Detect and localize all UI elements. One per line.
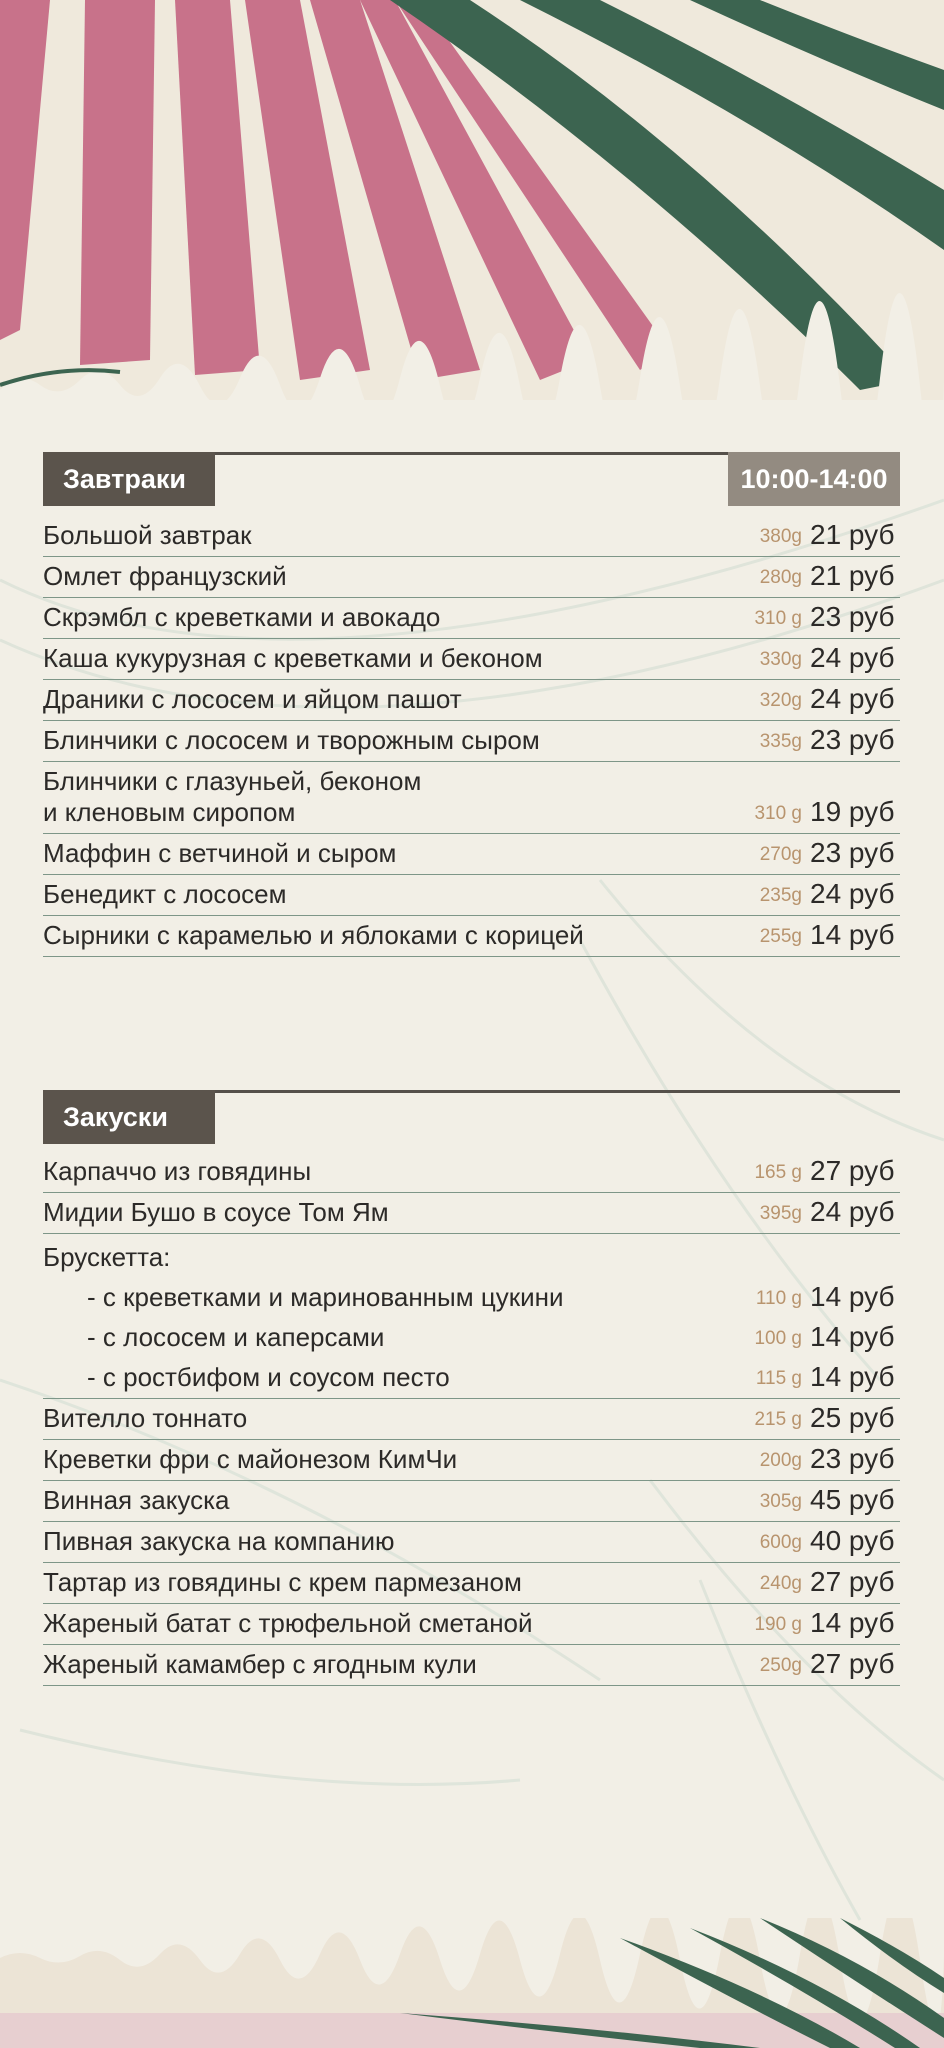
item-weight: 200g: [759, 1450, 802, 1471]
item-price: 24 руб: [810, 683, 895, 714]
item-weight: 395g: [759, 1203, 802, 1224]
item-weight: 115 g: [755, 1368, 802, 1389]
decorative-header-artwork: [0, 0, 944, 400]
item-weight: 380g: [759, 526, 802, 547]
menu-item: [43, 1522, 900, 1563]
item-price: 24 руб: [810, 1196, 895, 1227]
item-weight: 305g: [759, 1491, 802, 1512]
item-price: 14 руб: [810, 1321, 895, 1352]
item-name: - с ростбифом и соусом песто: [87, 1362, 450, 1392]
menu-item: [43, 762, 900, 834]
item-weight: 215 g: [754, 1409, 802, 1430]
item-name: Драники с лососем и яйцом пашот: [43, 684, 462, 714]
menu-item: [43, 834, 900, 875]
item-weight: 310 g: [754, 803, 802, 824]
item-name: Жареный камамбер с ягодным кули: [43, 1649, 477, 1679]
snacks-title: Закуски: [43, 1090, 215, 1144]
item-weight: 190 g: [754, 1614, 802, 1635]
item-name: Сырники с карамелью и яблоками с корицей: [43, 920, 584, 950]
item-price: 19 руб: [810, 796, 895, 827]
breakfast-title: Завтраки: [43, 452, 215, 506]
item-name: Вителло тоннато: [43, 1403, 248, 1433]
snacks-header: [43, 1090, 900, 1144]
item-price: 23 руб: [810, 1443, 895, 1474]
item-price: 25 руб: [810, 1402, 895, 1433]
item-name: Маффин с ветчиной и сыром: [43, 838, 397, 868]
item-weight: 600g: [759, 1532, 802, 1553]
menu-item: [43, 1604, 900, 1645]
item-name: Винная закуска: [43, 1485, 230, 1515]
breakfast-section: [43, 452, 900, 957]
item-price: 40 руб: [810, 1525, 895, 1556]
snacks-section: [43, 1090, 900, 1686]
menu-subitem: [43, 1278, 900, 1318]
menu-item: [43, 1563, 900, 1604]
item-weight: 335g: [759, 731, 802, 752]
item-price: 27 руб: [810, 1566, 895, 1597]
item-name: Брускетта:: [43, 1242, 171, 1272]
menu-item: [43, 680, 900, 721]
item-price: 14 руб: [810, 1361, 895, 1392]
item-name: Большой завтрак: [43, 520, 252, 550]
menu-subitem: [43, 1358, 900, 1399]
menu-item: [43, 1645, 900, 1686]
item-name: Жареный батат с трюфельной сметаной: [43, 1608, 533, 1638]
menu-item: [43, 1152, 900, 1193]
menu-group-heading: [43, 1234, 900, 1278]
menu-item: [43, 721, 900, 762]
item-price: 21 руб: [810, 519, 895, 550]
item-price: 45 руб: [810, 1484, 895, 1515]
item-name: Омлет французский: [43, 561, 287, 591]
item-price: 24 руб: [810, 642, 895, 673]
item-name-line2: и кленовым сиропом: [43, 797, 296, 827]
item-weight: 330g: [759, 649, 802, 670]
item-price: 14 руб: [810, 919, 895, 950]
item-weight: 250g: [759, 1655, 802, 1676]
item-price: 14 руб: [810, 1281, 895, 1312]
item-weight: 320g: [759, 690, 802, 711]
item-price: 14 руб: [810, 1607, 895, 1638]
item-price: 23 руб: [810, 724, 895, 755]
item-price: 27 руб: [810, 1648, 895, 1679]
item-name: Тартар из говядины с крем пармезаном: [43, 1567, 522, 1597]
breakfast-header: [43, 452, 900, 506]
item-name: Карпаччо из говядины: [43, 1156, 312, 1186]
menu-item: [43, 516, 900, 557]
item-price: 23 руб: [810, 837, 895, 868]
decorative-footer-artwork: [0, 1918, 944, 2048]
item-weight: 280g: [759, 567, 802, 588]
menu-item: [43, 639, 900, 680]
item-weight: 310 g: [754, 608, 802, 629]
item-weight: 165 g: [754, 1162, 802, 1183]
menu-item: [43, 1399, 900, 1440]
breakfast-hours: 10:00-14:00: [728, 452, 900, 506]
item-price: 21 руб: [810, 560, 895, 591]
item-name: Пивная закуска на компанию: [43, 1526, 395, 1556]
menu-item: [43, 916, 900, 957]
item-price: 24 руб: [810, 878, 895, 909]
menu-item: [43, 598, 900, 639]
item-name: Креветки фри с майонезом КимЧи: [43, 1444, 458, 1474]
menu-item: [43, 557, 900, 598]
menu-item: [43, 1440, 900, 1481]
item-weight: 270g: [759, 844, 802, 865]
item-name: - с креветками и маринованным цукини: [87, 1282, 564, 1312]
item-weight: 110 g: [755, 1288, 802, 1309]
item-name: [43, 762, 742, 833]
menu-item: [43, 1481, 900, 1522]
item-weight: 235g: [759, 885, 802, 906]
item-weight: 255g: [759, 926, 802, 947]
item-name: Бенедикт с лососем: [43, 879, 287, 909]
item-price: 27 руб: [810, 1155, 895, 1186]
item-weight: 100 g: [754, 1328, 802, 1349]
item-name: - с лососем и каперсами: [87, 1322, 385, 1352]
menu-item: [43, 875, 900, 916]
item-name: Скрэмбл с креветками и авокадо: [43, 602, 441, 632]
item-weight: 240g: [759, 1573, 802, 1594]
menu-subitem: [43, 1318, 900, 1358]
item-name: Блинчики с лососем и творожным сыром: [43, 725, 540, 755]
menu-item: [43, 1193, 900, 1234]
item-name: Мидии Бушо в соусе Том Ям: [43, 1197, 389, 1227]
item-name-line1: Блинчики с глазуньей, беконом: [43, 766, 422, 796]
item-name: Каша кукурузная с креветками и беконом: [43, 643, 543, 673]
item-price: 23 руб: [810, 601, 895, 632]
